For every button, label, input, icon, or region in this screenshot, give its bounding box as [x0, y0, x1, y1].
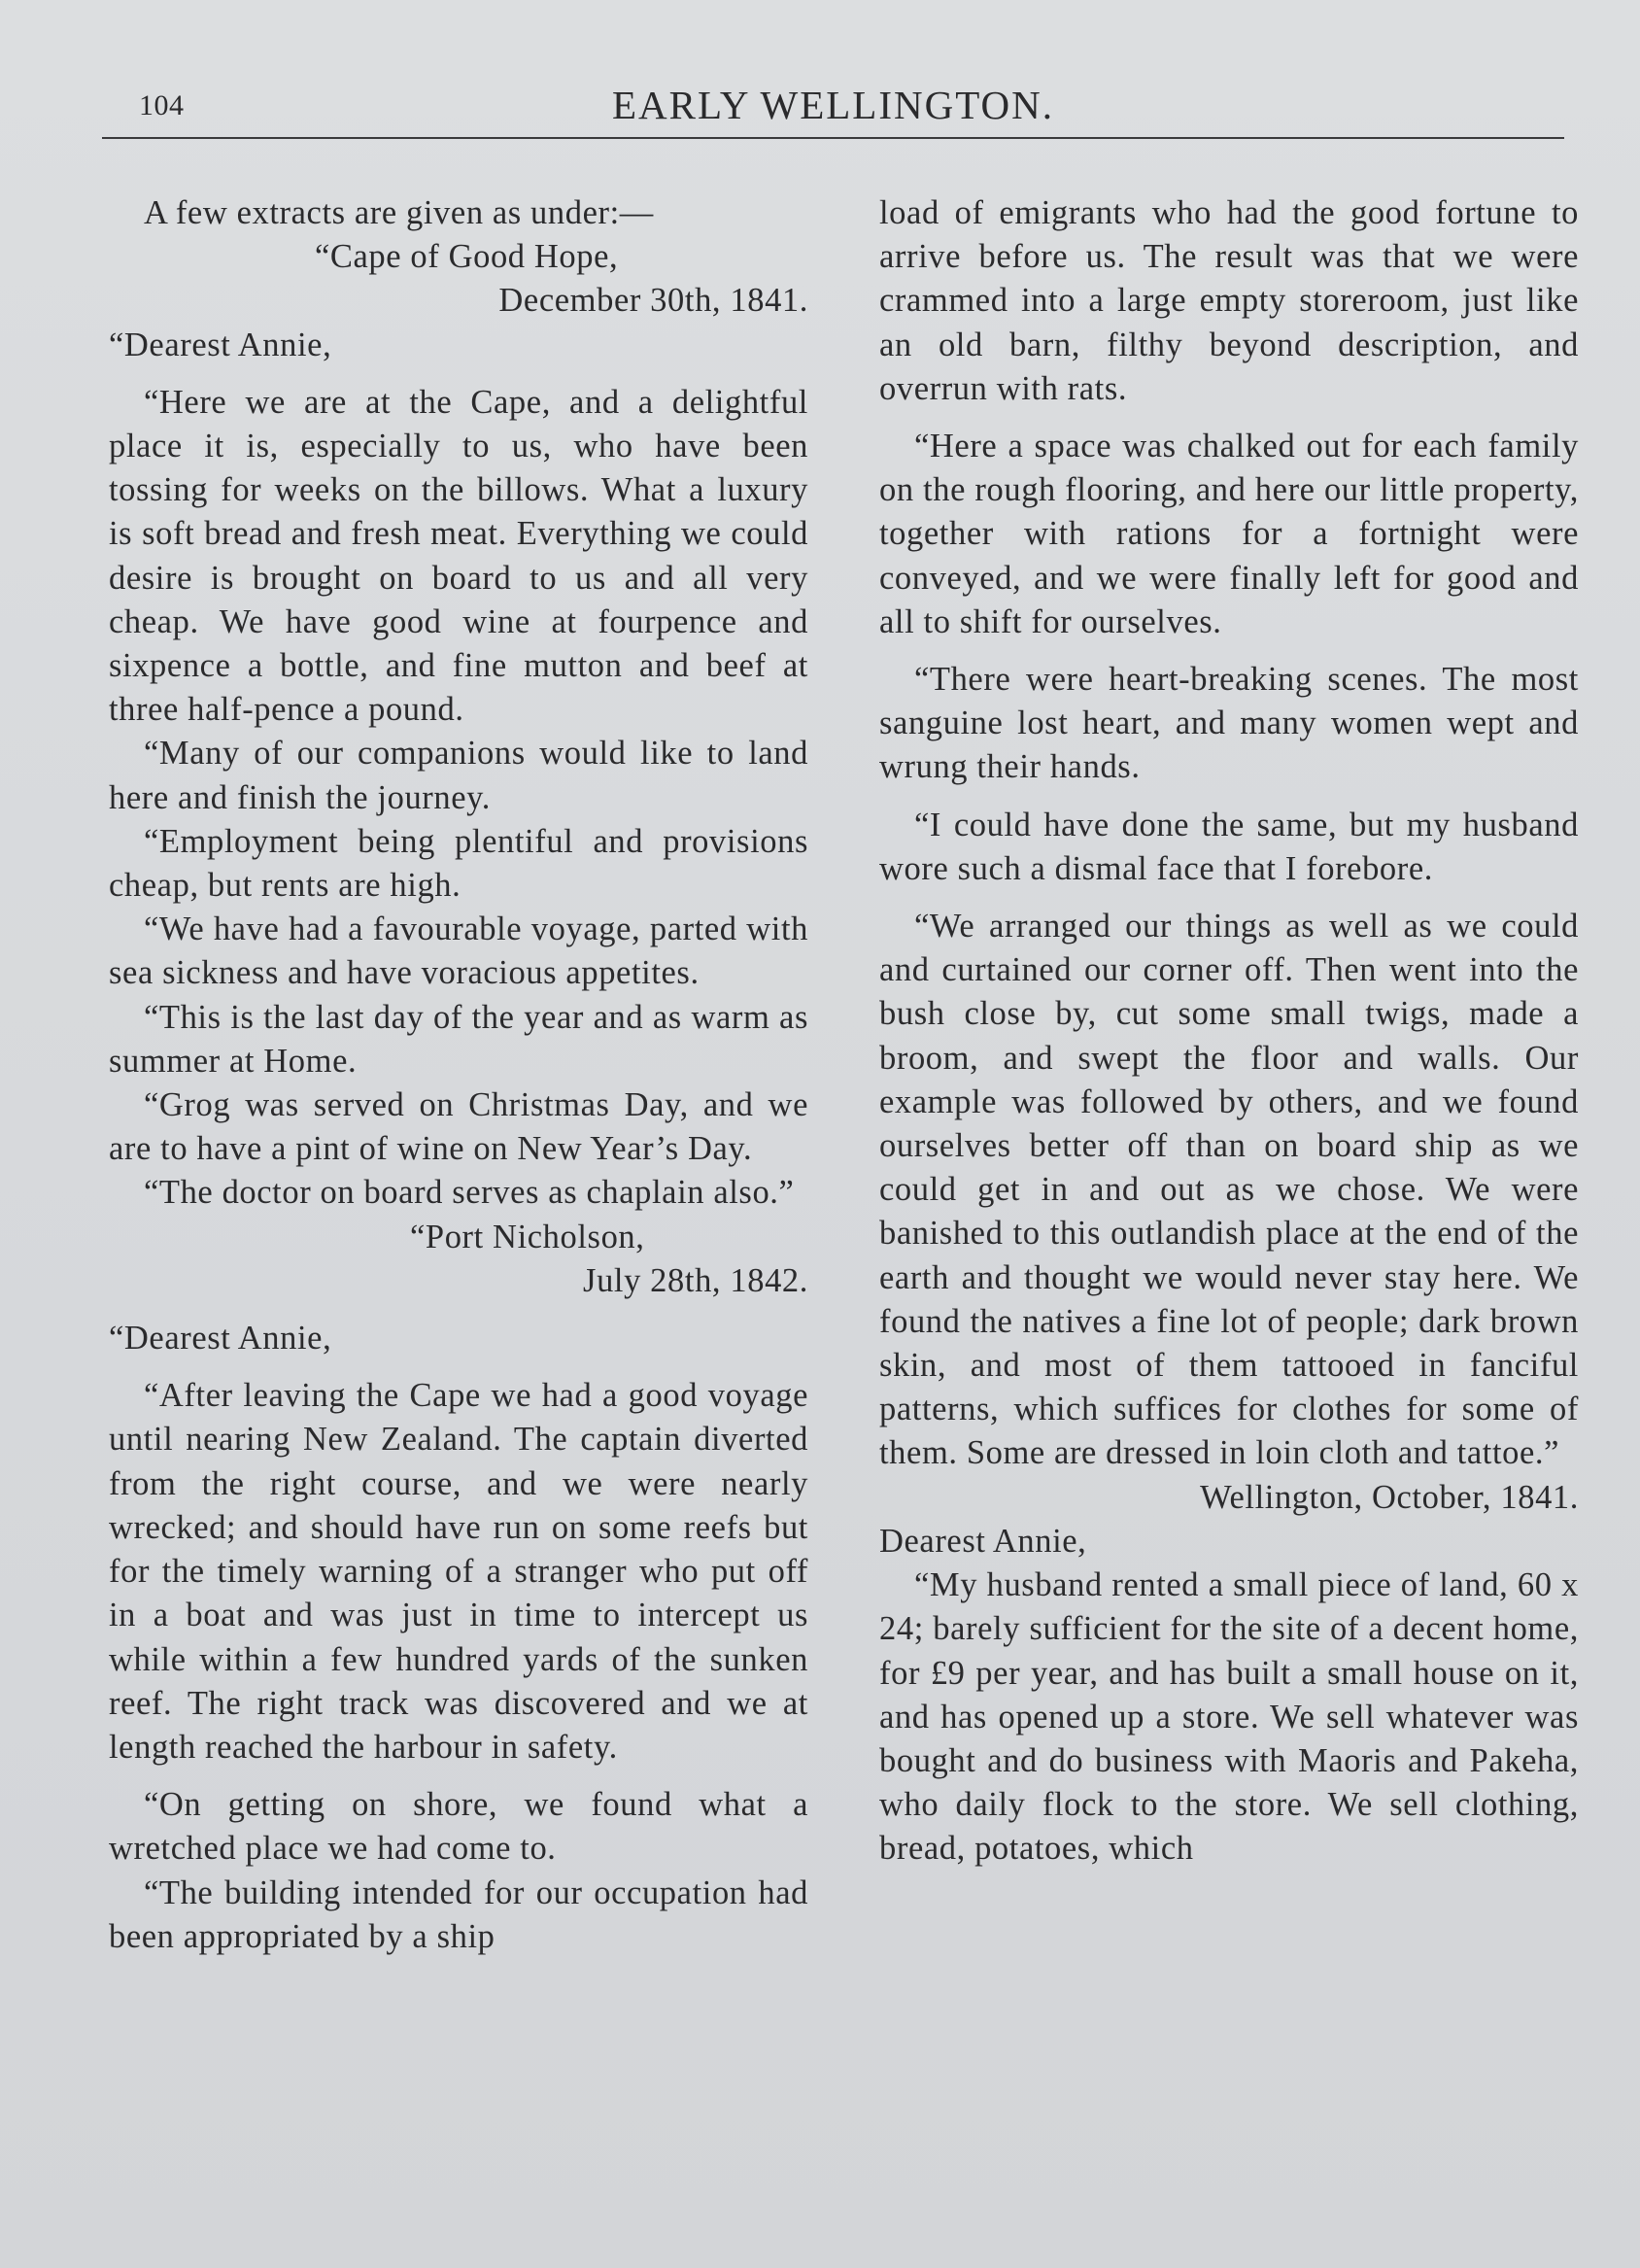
letter-date: December 30th, 1841. [498, 282, 808, 320]
paragraph: “Many of our companions would like to land here and finish the journey. [109, 735, 808, 816]
page-header [102, 78, 1564, 138]
running-title: EARLY WELLINGTON. [611, 83, 1054, 127]
paragraph: “We arranged our things as well as we could and curtained our corner off. Then went into the bush close by, cut some small twigs, made a broom, and swept the floor and walls. Our example was followed by others, and we found ourselves better off than on board ship as we could get in and out as we chose. We were banished to this outlandish place at the end of the earth and thought we would never stay here. We found the natives a fine lot of people; dark brown skin, and most of them tattooed in fanciful patterns, which suffices for clothes for some of them. Some are dressed in loin cloth and tattoe.” [879, 908, 1579, 1472]
letter-place: “Port Nicholson, [410, 1218, 645, 1255]
right-column [879, 191, 1579, 1872]
header-rule [102, 137, 1564, 139]
letter-salutation: Dearest Annie, [879, 1522, 1087, 1560]
letter-salutation: “Dearest Annie, [109, 326, 332, 363]
letter-date: July 28th, 1842. [583, 1261, 808, 1299]
letter-place: “Cape of Good Hope, [315, 238, 619, 276]
paragraph: “The building intended for our occupation had been appropriated by a ship [109, 1873, 808, 1955]
paragraph: “My husband rented a small piece of land, 60 x 24; barely sufficient for the site of a decent home, for £9 per year, and has built a small house on it, and has opened up a store. We sell whatever was bought and do business with Maoris and Pakeha, who daily flock to the store. We sell clothing, bread, potatoes, which [879, 1566, 1579, 1868]
paragraph: “Here a space was chalked out for each family on the rough flooring, and here our little property, together with rations for a fortnight were conveyed, and we were finally left for good and all to shift for ourselves. [879, 428, 1579, 640]
paragraph: “I could have done the same, but my husband wore such a dismal face that I forebore. [879, 806, 1579, 887]
letter-salutation: “Dearest Annie, [109, 1320, 332, 1357]
intro-text: A few extracts are given as under:— [144, 194, 654, 231]
paragraph: “Employment being plentiful and provisions cheap, but rents are high. [109, 822, 808, 905]
letter-place-date: Wellington, October, 1841. [1200, 1478, 1579, 1516]
paragraph: “The doctor on board serves as chaplain also.” [144, 1174, 795, 1212]
paragraph: “After leaving the Cape we had a good voyage until nearing New Zealand. The captain diverted from the right course, and we were nearly wrecked; and should have run on some reefs but for the timely warning of a stranger who put off in a boat and was just in time to intercept us while within a few hundred yards of the sunken reef. The right track was discovered and we at length reached the harbour in safety. [109, 1377, 808, 1766]
paragraph: “On getting on shore, we found what a wretched place we had come to. [109, 1786, 808, 1868]
paragraph: “Here we are at the Cape, and a delightful place it is, especially to us, who have been tossing for weeks on the billows. What a luxury is soft bread and fresh meat. Everything we could desire is brought on board to us and all very cheap. We have good wine at fourpence and sixpence a bottle, and fine mutton and beef at three half-pence a pound. [109, 383, 808, 729]
paragraph: “This is the last day of the year and as warm as summer at Home. [109, 998, 808, 1080]
paragraph: “We have had a favourable voyage, parted with sea sickness and have voracious appetites. [109, 911, 808, 992]
paragraph: “There were heart-breaking scenes. The most sanguine lost heart, and many women wept and wrung their hands. [879, 661, 1579, 786]
paragraph-continuation: load of emigrants who had the good fortune to arrive before us. The result was that we were crammed into a large empty storeroom, just like an old barn, filthy beyond description, and overrun with rats. [879, 194, 1579, 407]
left-column [109, 191, 808, 1959]
paragraph: “Grog was served on Christmas Day, and we are to have a pint of wine on New Year’s Day. [109, 1086, 808, 1168]
page-number: 104 [139, 89, 185, 121]
